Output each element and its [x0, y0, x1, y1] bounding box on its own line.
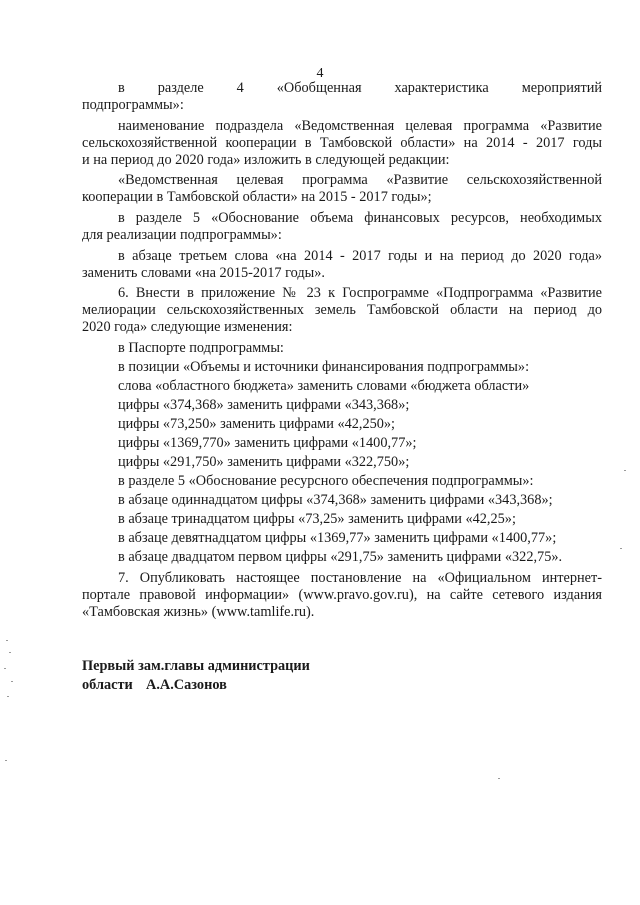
body-line: сельскохозяйственной кооперации в Тамбовской области» на 2014 - 2017 годы — [82, 135, 602, 151]
body-line: цифры «1369,770» заменить цифрами «1400,77»; — [118, 435, 417, 451]
body-line: цифры «73,250» заменить цифрами «42,250»; — [118, 416, 396, 432]
body-line: в разделе 5 «Обоснование объема финансовых ресурсов, необходимых — [118, 210, 602, 226]
body-line: подпрограммы»: — [82, 97, 184, 113]
body-line: в абзаце девятнадцатом цифры «1369,77» заменить цифрами «1400,77»; — [118, 530, 557, 546]
body-line: 2020 года» следующие изменения: — [82, 319, 293, 335]
body-line: в абзаце тринадцатом цифры «73,25» заменить цифрами «42,25»; — [118, 511, 516, 527]
body-line: для реализации подпрограммы»: — [82, 227, 282, 243]
body-line: в абзаце двадцатом первом цифры «291,75» заменить цифрами «322,75». — [118, 549, 563, 565]
body-line: в абзаце третьем слова «на 2014 - 2017 годы и на период до 2020 года» — [118, 248, 602, 264]
body-line: в позиции «Объемы и источники финансирования подпрограммы»: — [118, 359, 530, 375]
signatory-region: области — [82, 677, 133, 693]
body-line: слова «областного бюджета» заменить словами «бюджета области» — [118, 378, 530, 394]
body-line: «Тамбовская жизнь» (www.tamlife.ru). — [82, 604, 315, 620]
body-line: кооперации в Тамбовской области» на 2015 - 2017 годы»; — [82, 189, 432, 205]
body-line: в разделе 4 «Обобщенная характеристика мероприятий — [118, 80, 602, 96]
signatory-position: Первый зам.главы администрации — [82, 658, 310, 674]
body-line: 7. Опубликовать настоящее постановление на «Официальном интернет- — [118, 570, 602, 586]
body-line: «Ведомственная целевая программа «Развитие сельскохозяйственной — [118, 172, 602, 188]
body-line: в разделе 5 «Обоснование ресурсного обеспечения подпрограммы»: — [118, 473, 534, 489]
body-line: портале правовой информации» (www.pravo.gov.ru), на сайте сетевого издания — [82, 587, 602, 603]
body-line: в абзаце одиннадцатом цифры «374,368» заменить цифрами «343,368»; — [118, 492, 553, 508]
body-line: и на период до 2020 года» изложить в следующей редакции: — [82, 152, 450, 168]
body-line: в Паспорте подпрограммы: — [118, 340, 284, 356]
body-line: мелиорации сельскохозяйственных земель Тамбовской области на период до — [82, 302, 602, 318]
body-line: наименование подраздела «Ведомственная целевая программа «Развитие — [118, 118, 602, 134]
signatory-name: А.А.Сазонов — [146, 677, 227, 693]
body-line: заменить словами «на 2015-2017 годы». — [82, 265, 325, 281]
body-line: цифры «291,750» заменить цифрами «322,750»; — [118, 454, 410, 470]
body-line: цифры «374,368» заменить цифрами «343,368»; — [118, 397, 410, 413]
body-line: 6. Внести в приложение № 23 к Госпрограмме «Подпрограмма «Развитие — [118, 285, 602, 301]
page-number: 4 — [316, 66, 324, 81]
